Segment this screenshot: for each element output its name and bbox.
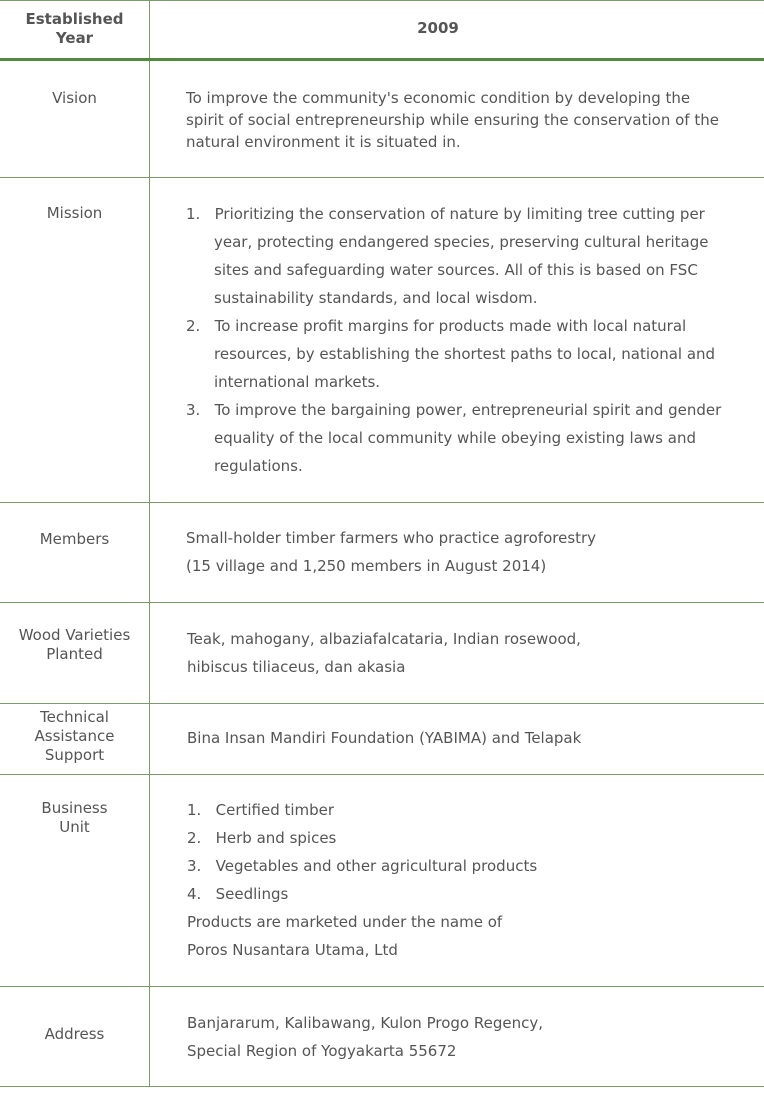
members-text [186,524,731,580]
top-rule [0,0,764,1]
vision-label: Vision [52,89,97,107]
bottom-rule [0,1086,764,1087]
vision-text: To improve the community's economic condition by developing the spirit of social entrepreneurship while ensuring the conservation of the natural environment it is situated in. [186,89,719,151]
business-list [187,796,732,964]
mission-item: 2. To increase profit margins for products made with local natural resources, by establishing the shortest paths to local, national and international markets. [186,317,716,391]
business-item: 4. Seedlings [187,885,289,903]
members-label: Members [39,530,110,548]
row-rule [0,986,764,987]
address-line: Special Region of Yogyakarta 55672 [187,1042,457,1060]
wood-label-line2: Planted [46,645,103,663]
business-note: Products are marketed under the name of [187,913,503,931]
row-rule [0,703,764,704]
header-value: 2009 [417,19,459,37]
mission-item: 1. Prioritizing the conservation of nature by limiting tree cutting per year, protecting endangered species, preserving cultural heritage sites and safeguarding water sources. All of this is based on FSC sustainability standards, and local wisdom. [186,205,709,307]
business-label-line2: Unit [59,818,90,836]
business-label-line1: Business [41,799,108,817]
business-label [0,799,149,837]
business-item: 2. Herb and spices [187,829,337,847]
header-rule [0,58,764,61]
wood-line: hibiscus tiliaceus, dan akasia [187,658,406,676]
wood-label [0,626,149,664]
header-label-line2: Year [55,29,94,47]
business-item: 1. Certified timber [187,801,335,819]
business-item: 3. Vegetables and other agricultural products [187,857,538,875]
header-label [0,10,149,48]
technical-text: Bina Insan Mandiri Foundation (YABIMA) and Telapak [187,729,582,747]
row-rule [0,602,764,603]
business-note: Poros Nusantara Utama, Ltd [187,941,398,959]
members-line: (15 village and 1,250 members in August 2014) [186,557,547,575]
technical-label [0,708,149,765]
technical-label-line2: Assistance [34,727,115,745]
row-rule [0,774,764,775]
address-line: Banjararum, Kalibawang, Kulon Progo Regency, [187,1014,543,1032]
address-text [187,1009,732,1065]
mission-label: Mission [46,204,103,222]
wood-label-line1: Wood Varieties [18,626,131,644]
technical-label-line1: Technical [40,708,109,726]
row-rule [0,502,764,503]
address-label: Address [44,1025,105,1043]
mission-item: 3. To improve the bargaining power, entrepreneurial spirit and gender equality of the local community while obeying existing laws and regulations. [186,401,722,475]
column-divider [149,0,150,1087]
header-label-line1: Established [25,10,124,28]
mission-list [186,200,731,480]
members-line: Small-holder timber farmers who practice agroforestry [186,529,597,547]
wood-text [187,625,732,681]
technical-label-line3: Support [44,746,105,764]
row-rule [0,177,764,178]
wood-line: Teak, mahogany, albaziafalcataria, Indian rosewood, [187,630,581,648]
